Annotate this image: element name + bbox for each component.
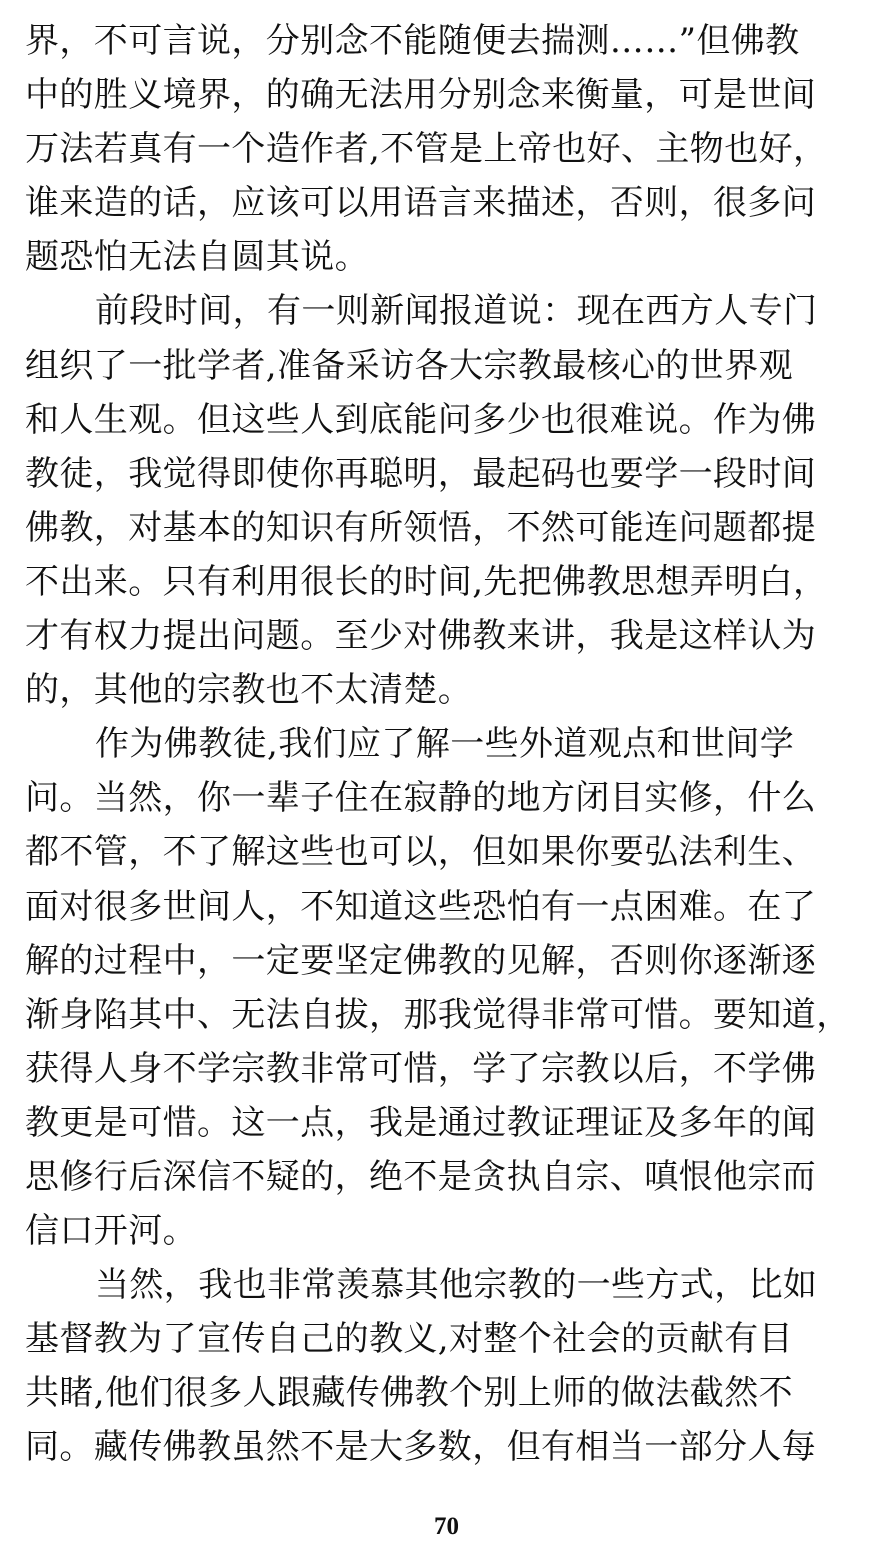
text-line: 谁来造的话，应该可以用语言来描述，否则，很多问 xyxy=(25,183,817,224)
text-line: 和人生观。但这些人到底能问多少也很难说。作为佛 xyxy=(25,399,817,440)
text-line: 共睹,他们很多人跟藏传佛教个别上师的做法截然不 xyxy=(25,1373,794,1414)
text-line: 面对很多世间人，不知道这些恐怕有一点困难。在了 xyxy=(25,886,817,927)
text-line: 基督教为了宣传自己的教义,对整个社会的贡献有目 xyxy=(25,1319,794,1360)
text-line: 前段时间，有一则新闻报道说：现在西方人专门 xyxy=(95,291,818,332)
text-line: 解的过程中，一定要坚定佛教的见解，否则你逐渐逐 xyxy=(25,940,817,981)
text-line: 教更是可惜。这一点，我是通过教证理证及多年的闻 xyxy=(25,1102,817,1143)
text-line: 中的胜义境界，的确无法用分别念来衡量，可是世间 xyxy=(25,75,817,116)
paragraph xyxy=(25,14,875,284)
paragraph xyxy=(25,284,875,717)
text-line: 当然，我也非常羡慕其他宗教的一些方式，比如 xyxy=(95,1265,818,1306)
text-line: 万法若真有一个造作者,不管是上帝也好、主物也好， xyxy=(25,129,828,170)
text-line: 获得人身不学宗教非常可惜，学了宗教以后，不学佛 xyxy=(25,1048,817,1089)
text-line: 题恐怕无法自圆其说。 xyxy=(25,237,369,278)
paragraph xyxy=(25,717,875,1258)
text-line: 界，不可言说，分别念不能随便去揣测……”但佛教 xyxy=(25,21,800,61)
text-line: 都不管，不了解这些也可以，但如果你要弘法利生、 xyxy=(25,832,817,873)
text-line: 不出来。只有利用很长的时间,先把佛教思想弄明白， xyxy=(25,561,828,602)
paragraph xyxy=(25,1258,875,1474)
text-line: 同。藏传佛教虽然不是大多数，但有相当一部分人每 xyxy=(25,1427,817,1468)
text-line: 问。当然，你一辈子住在寂静的地方闭目实修，什么 xyxy=(25,778,817,819)
text-line: 教徒，我觉得即使你再聪明，最起码也要学一段时间 xyxy=(25,453,817,494)
text-line: 思修行后深信不疑的，绝不是贪执自宗、嗔恨他宗而 xyxy=(25,1156,817,1197)
text-line: 组织了一批学者,准备采访各大宗教最核心的世界观 xyxy=(25,345,794,386)
text-line: 才有权力提出问题。至少对佛教来讲，我是这样认为 xyxy=(25,616,817,657)
text-line: 信口开河。 xyxy=(25,1211,197,1252)
text-line: 佛教，对基本的知识有所领悟，不然可能连问题都提 xyxy=(25,507,817,548)
text-line: 作为佛教徒,我们应了解一些外道观点和世间学 xyxy=(95,724,795,765)
body-text xyxy=(25,14,875,1475)
text-line: 的，其他的宗教也不太清楚。 xyxy=(25,670,473,711)
text-line: 渐身陷其中、无法自拔，那我觉得非常可惜。要知道， xyxy=(25,994,851,1035)
page-number: 70 xyxy=(434,1513,459,1540)
